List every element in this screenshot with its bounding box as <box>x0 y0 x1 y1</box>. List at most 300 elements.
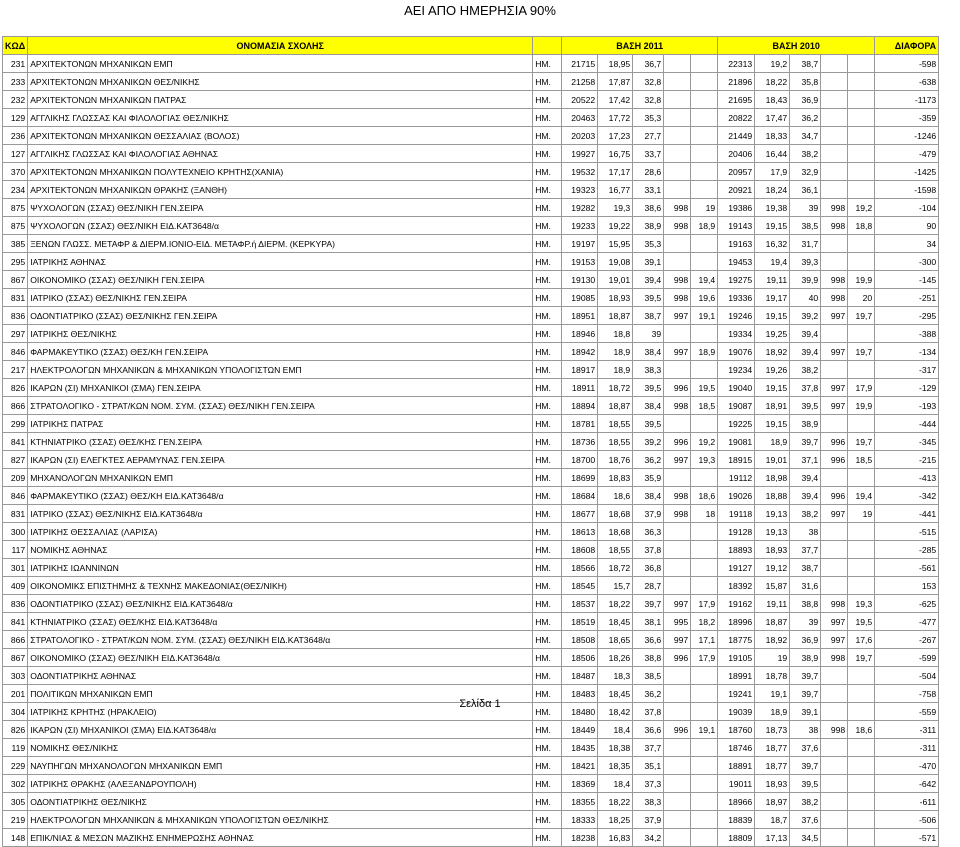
cell-ref-score-2010: 19,7 <box>848 433 875 451</box>
cell-base-2011: 18613 <box>562 523 598 541</box>
cell-school-name: ΣΤΡΑΤΟΛΟΓΙΚΟ - ΣΤΡΑΤ/ΚΩΝ ΝΟΜ. ΣΥΜ. (ΣΣΑΣ) ΘΕΣ/ΝΙΚΗ ΓΕΝ.ΣΕΙΡΑ <box>28 397 533 415</box>
cell-ref-score-2011 <box>691 469 718 487</box>
cell-difference: -285 <box>875 541 939 559</box>
cell-ref-2010: 998 <box>821 289 848 307</box>
table-row <box>3 289 939 307</box>
cell-ref-2011: 997 <box>664 343 691 361</box>
cell-ref-score-2011 <box>691 361 718 379</box>
cell-total-2011: 38,3 <box>633 793 664 811</box>
cell-ref-score-2010: 19,7 <box>848 649 875 667</box>
cell-total-2010: 39,4 <box>790 487 821 505</box>
cell-school-name: ΙΑΤΡΙΚΗΣ ΘΕΣ/ΝΙΚΗΣ <box>28 325 533 343</box>
cell-ref-2011: 996 <box>664 433 691 451</box>
cell-ref-score-2010 <box>848 577 875 595</box>
cell-difference: -515 <box>875 523 939 541</box>
cell-total-2010: 38,2 <box>790 505 821 523</box>
cell-school-name: ΦΑΡΜΑΚΕΥΤΙΚΟ (ΣΣΑΣ) ΘΕΣ/ΚΗ ΕΙΔ.ΚΑΤ3648/α <box>28 487 533 505</box>
cell-code: 841 <box>3 433 28 451</box>
cell-ref-2011 <box>664 415 691 433</box>
cell-score-2010: 18,97 <box>755 793 790 811</box>
cell-score-2010: 19,13 <box>755 505 790 523</box>
cell-code: 875 <box>3 217 28 235</box>
cell-total-2010: 38,9 <box>790 649 821 667</box>
table-row <box>3 739 939 757</box>
cell-difference: -359 <box>875 109 939 127</box>
cell-ref-score-2010 <box>848 739 875 757</box>
cell-base-2010: 19386 <box>718 199 755 217</box>
header-difference: ΔΙΑΦΟΡΑ <box>875 37 939 55</box>
cell-type: ΗΜ. <box>533 703 562 721</box>
cell-score-2010: 18,9 <box>755 433 790 451</box>
cell-score-2011: 18,9 <box>598 361 633 379</box>
cell-ref-score-2010: 17,6 <box>848 631 875 649</box>
cell-code: 236 <box>3 127 28 145</box>
cell-code: 866 <box>3 397 28 415</box>
cell-type: ΗΜ. <box>533 595 562 613</box>
cell-ref-score-2011 <box>691 667 718 685</box>
cell-score-2010: 19,11 <box>755 271 790 289</box>
cell-difference: -413 <box>875 469 939 487</box>
cell-score-2011: 18,9 <box>598 343 633 361</box>
cell-score-2011: 18,93 <box>598 289 633 307</box>
cell-total-2011: 39,4 <box>633 271 664 289</box>
cell-ref-score-2011 <box>691 811 718 829</box>
cell-score-2010: 18,22 <box>755 73 790 91</box>
cell-difference: -625 <box>875 595 939 613</box>
cell-base-2010: 19127 <box>718 559 755 577</box>
cell-ref-2011: 998 <box>664 271 691 289</box>
cell-total-2011: 37,7 <box>633 739 664 757</box>
cell-ref-2010 <box>821 757 848 775</box>
cell-base-2011: 19282 <box>562 199 598 217</box>
cell-total-2010: 38,2 <box>790 145 821 163</box>
cell-ref-score-2011 <box>691 325 718 343</box>
cell-score-2011: 17,17 <box>598 163 633 181</box>
cell-code: 831 <box>3 505 28 523</box>
cell-type: ΗΜ. <box>533 361 562 379</box>
cell-difference: -1246 <box>875 127 939 145</box>
cell-school-name: ΝΟΜΙΚΗΣ ΑΘΗΝΑΣ <box>28 541 533 559</box>
cell-ref-score-2010 <box>848 73 875 91</box>
table-row <box>3 73 939 91</box>
cell-difference: -479 <box>875 145 939 163</box>
cell-ref-score-2011: 19,5 <box>691 379 718 397</box>
cell-total-2011: 37,8 <box>633 541 664 559</box>
cell-code: 875 <box>3 199 28 217</box>
cell-difference: -311 <box>875 739 939 757</box>
table-row <box>3 271 939 289</box>
cell-score-2011: 18,42 <box>598 703 633 721</box>
cell-total-2010: 39,7 <box>790 433 821 451</box>
cell-ref-2010: 998 <box>821 649 848 667</box>
cell-type: ΗΜ. <box>533 541 562 559</box>
cell-ref-2011 <box>664 811 691 829</box>
cell-difference: -134 <box>875 343 939 361</box>
table-row <box>3 163 939 181</box>
table-row <box>3 325 939 343</box>
cell-school-name: ΙΑΤΡΙΚΗΣ ΠΑΤΡΑΣ <box>28 415 533 433</box>
table-row <box>3 379 939 397</box>
cell-ref-score-2011 <box>691 541 718 559</box>
cell-total-2010: 39,7 <box>790 757 821 775</box>
cell-ref-score-2010 <box>848 145 875 163</box>
cell-total-2010: 39,9 <box>790 271 821 289</box>
cell-school-name: ΙΑΤΡΙΚΗΣ ΘΕΣΣΑΛΙΑΣ (ΛΑΡΙΣΑ) <box>28 523 533 541</box>
cell-total-2011: 35,3 <box>633 235 664 253</box>
cell-ref-score-2011 <box>691 109 718 127</box>
cell-score-2010: 18,73 <box>755 721 790 739</box>
cell-total-2010: 39,1 <box>790 703 821 721</box>
cell-ref-score-2010: 20 <box>848 289 875 307</box>
cell-score-2010: 19,38 <box>755 199 790 217</box>
cell-ref-2011 <box>664 469 691 487</box>
cell-total-2011: 36,8 <box>633 559 664 577</box>
cell-school-name: ΑΡΧΙΤΕΚΤΟΝΩΝ ΜΗΧΑΝΙΚΩΝ ΘΕΣΣΑΛΙΑΣ (ΒΟΛΟΣ) <box>28 127 533 145</box>
cell-code: 866 <box>3 631 28 649</box>
cell-code: 846 <box>3 343 28 361</box>
cell-ref-2011 <box>664 775 691 793</box>
cell-difference: -342 <box>875 487 939 505</box>
table-row <box>3 613 939 631</box>
cell-base-2011: 18911 <box>562 379 598 397</box>
cell-ref-score-2011: 19,1 <box>691 721 718 739</box>
cell-difference: -477 <box>875 613 939 631</box>
cell-score-2011: 18,55 <box>598 433 633 451</box>
cell-code: 299 <box>3 415 28 433</box>
cell-total-2011: 38,1 <box>633 613 664 631</box>
cell-ref-2010: 996 <box>821 451 848 469</box>
cell-base-2010: 19162 <box>718 595 755 613</box>
cell-ref-2011: 997 <box>664 307 691 325</box>
cell-difference: -104 <box>875 199 939 217</box>
cell-type: ΗΜ. <box>533 145 562 163</box>
cell-ref-score-2010 <box>848 361 875 379</box>
cell-base-2011: 18545 <box>562 577 598 595</box>
cell-type: ΗΜ. <box>533 451 562 469</box>
cell-difference: -599 <box>875 649 939 667</box>
cell-score-2011: 19,08 <box>598 253 633 271</box>
cell-base-2010: 21695 <box>718 91 755 109</box>
cell-score-2011: 17,42 <box>598 91 633 109</box>
table-row <box>3 127 939 145</box>
cell-type: ΗΜ. <box>533 91 562 109</box>
table-row <box>3 523 939 541</box>
cell-difference: -638 <box>875 73 939 91</box>
cell-score-2011: 19,01 <box>598 271 633 289</box>
cell-school-name: ΑΡΧΙΤΕΚΤΟΝΩΝ ΜΗΧΑΝΙΚΩΝ ΘΕΣ/ΝΙΚΗΣ <box>28 73 533 91</box>
cell-code: 826 <box>3 379 28 397</box>
cell-ref-2010 <box>821 469 848 487</box>
cell-ref-2010: 998 <box>821 271 848 289</box>
table-row <box>3 775 939 793</box>
cell-total-2010: 39,4 <box>790 343 821 361</box>
cell-difference: -571 <box>875 829 939 847</box>
cell-ref-2011 <box>664 739 691 757</box>
header-row <box>3 37 939 55</box>
cell-score-2010: 17,13 <box>755 829 790 847</box>
cell-ref-score-2010: 18,5 <box>848 451 875 469</box>
table-row <box>3 55 939 73</box>
cell-ref-2011: 997 <box>664 451 691 469</box>
cell-type: ΗΜ. <box>533 793 562 811</box>
table-row <box>3 91 939 109</box>
cell-school-name: ΙΑΤΡΙΚΟ (ΣΣΑΣ) ΘΕΣ/ΝΙΚΗΣ ΕΙΔ.ΚΑΤ3648/α <box>28 505 533 523</box>
cell-base-2011: 18951 <box>562 307 598 325</box>
cell-ref-score-2010 <box>848 811 875 829</box>
cell-total-2011: 28,6 <box>633 163 664 181</box>
cell-ref-score-2011 <box>691 775 718 793</box>
cell-base-2011: 18736 <box>562 433 598 451</box>
cell-total-2011: 36,7 <box>633 55 664 73</box>
cell-ref-2010 <box>821 793 848 811</box>
cell-ref-score-2010 <box>848 469 875 487</box>
table-row <box>3 343 939 361</box>
cell-score-2010: 17,47 <box>755 109 790 127</box>
cell-ref-score-2010 <box>848 775 875 793</box>
cell-total-2010: 39,5 <box>790 397 821 415</box>
table-row <box>3 487 939 505</box>
cell-code: 831 <box>3 289 28 307</box>
cell-score-2010: 18,24 <box>755 181 790 199</box>
cell-code: 297 <box>3 325 28 343</box>
cell-base-2011: 18421 <box>562 757 598 775</box>
cell-ref-score-2011: 18,9 <box>691 217 718 235</box>
cell-ref-2011 <box>664 163 691 181</box>
cell-difference: -345 <box>875 433 939 451</box>
cell-ref-2011 <box>664 73 691 91</box>
cell-ref-score-2011: 19,6 <box>691 289 718 307</box>
cell-code: 129 <box>3 109 28 127</box>
table-row <box>3 667 939 685</box>
cell-school-name: ΠΟΛΙΤΙΚΩΝ ΜΗΧΑΝΙΚΩΝ ΕΜΠ <box>28 685 533 703</box>
cell-school-name: ΟΙΚΟΝΟΜΙΚΟ (ΣΣΑΣ) ΘΕΣ/ΝΙΚΗ ΕΙΔ.ΚΑΤ3648/α <box>28 649 533 667</box>
cell-score-2011: 18,68 <box>598 523 633 541</box>
cell-ref-2010 <box>821 325 848 343</box>
cell-base-2011: 18917 <box>562 361 598 379</box>
cell-ref-2010: 998 <box>821 721 848 739</box>
cell-type: ΗΜ. <box>533 811 562 829</box>
cell-score-2011: 18,72 <box>598 559 633 577</box>
cell-base-2011: 18608 <box>562 541 598 559</box>
cell-type: ΗΜ. <box>533 631 562 649</box>
cell-base-2010: 18760 <box>718 721 755 739</box>
cell-total-2011: 34,2 <box>633 829 664 847</box>
cell-ref-score-2010: 19,5 <box>848 613 875 631</box>
cell-base-2011: 21258 <box>562 73 598 91</box>
cell-score-2010: 19,15 <box>755 415 790 433</box>
cell-school-name: ΚΤΗΝΙΑΤΡΙΚΟ (ΣΣΑΣ) ΘΕΣ/ΚΗΣ ΕΙΔ.ΚΑΤ3648/α <box>28 613 533 631</box>
table-row <box>3 235 939 253</box>
cell-ref-2010 <box>821 775 848 793</box>
cell-score-2011: 17,72 <box>598 109 633 127</box>
cell-difference: -611 <box>875 793 939 811</box>
cell-type: ΗΜ. <box>533 505 562 523</box>
table-row <box>3 595 939 613</box>
cell-ref-2010: 997 <box>821 379 848 397</box>
cell-total-2010: 36,1 <box>790 181 821 199</box>
cell-ref-score-2010: 19 <box>848 505 875 523</box>
cell-type: ΗΜ. <box>533 487 562 505</box>
cell-type: ΗΜ. <box>533 217 562 235</box>
cell-score-2010: 17,9 <box>755 163 790 181</box>
cell-base-2011: 18781 <box>562 415 598 433</box>
cell-type: ΗΜ. <box>533 577 562 595</box>
cell-ref-2011 <box>664 127 691 145</box>
cell-difference: -129 <box>875 379 939 397</box>
cell-total-2010: 37,7 <box>790 541 821 559</box>
cell-ref-score-2010 <box>848 235 875 253</box>
cell-base-2011: 18355 <box>562 793 598 811</box>
cell-ref-2011 <box>664 55 691 73</box>
cell-base-2011: 18480 <box>562 703 598 721</box>
cell-difference: -506 <box>875 811 939 829</box>
table-row <box>3 145 939 163</box>
cell-ref-score-2011 <box>691 523 718 541</box>
cell-ref-2010 <box>821 163 848 181</box>
cell-total-2011: 37,9 <box>633 811 664 829</box>
cell-total-2010: 39,4 <box>790 325 821 343</box>
table-row <box>3 811 939 829</box>
cell-total-2010: 38,2 <box>790 793 821 811</box>
cell-base-2011: 18487 <box>562 667 598 685</box>
cell-total-2011: 38,9 <box>633 217 664 235</box>
cell-ref-score-2011: 19,1 <box>691 307 718 325</box>
cell-base-2011: 19323 <box>562 181 598 199</box>
cell-base-2010: 19334 <box>718 325 755 343</box>
cell-total-2010: 31,7 <box>790 235 821 253</box>
cell-code: 301 <box>3 559 28 577</box>
cell-total-2011: 39 <box>633 325 664 343</box>
cell-score-2011: 18,55 <box>598 415 633 433</box>
cell-code: 385 <box>3 235 28 253</box>
cell-base-2010: 19225 <box>718 415 755 433</box>
cell-total-2010: 39,2 <box>790 307 821 325</box>
cell-ref-score-2010 <box>848 415 875 433</box>
cell-total-2010: 40 <box>790 289 821 307</box>
cell-ref-score-2010 <box>848 127 875 145</box>
cell-school-name: ΑΡΧΙΤΕΚΤΟΝΩΝ ΜΗΧΑΝΙΚΩΝ ΠΑΤΡΑΣ <box>28 91 533 109</box>
cell-difference: -251 <box>875 289 939 307</box>
cell-code: 409 <box>3 577 28 595</box>
cell-code: 201 <box>3 685 28 703</box>
cell-ref-2010 <box>821 55 848 73</box>
cell-ref-score-2010: 19,7 <box>848 307 875 325</box>
cell-ref-score-2010: 17,9 <box>848 379 875 397</box>
cell-base-2010: 19336 <box>718 289 755 307</box>
cell-ref-2011 <box>664 235 691 253</box>
cell-code: 148 <box>3 829 28 847</box>
cell-type: ΗΜ. <box>533 271 562 289</box>
cell-code: 836 <box>3 307 28 325</box>
cell-base-2010: 20406 <box>718 145 755 163</box>
cell-total-2010: 38,9 <box>790 415 821 433</box>
cell-ref-2010 <box>821 829 848 847</box>
cell-score-2010: 19,13 <box>755 523 790 541</box>
table-row <box>3 793 939 811</box>
cell-base-2010: 19105 <box>718 649 755 667</box>
cell-score-2010: 18,33 <box>755 127 790 145</box>
cell-code: 302 <box>3 775 28 793</box>
cell-score-2011: 18,55 <box>598 541 633 559</box>
cell-total-2010: 39 <box>790 613 821 631</box>
cell-score-2010: 19,25 <box>755 325 790 343</box>
cell-ref-2011 <box>664 181 691 199</box>
cell-ref-2011 <box>664 523 691 541</box>
cell-school-name: ΚΤΗΝΙΑΤΡΙΚΟ (ΣΣΑΣ) ΘΕΣ/ΚΗΣ ΓΕΝ.ΣΕΙΡΑ <box>28 433 533 451</box>
cell-difference: 90 <box>875 217 939 235</box>
cell-ref-2011: 996 <box>664 721 691 739</box>
cell-ref-score-2011: 17,9 <box>691 649 718 667</box>
cell-code: 303 <box>3 667 28 685</box>
cell-score-2010: 19,15 <box>755 217 790 235</box>
cell-base-2010: 18893 <box>718 541 755 559</box>
cell-ref-2011 <box>664 361 691 379</box>
cell-code: 231 <box>3 55 28 73</box>
cell-ref-2011 <box>664 757 691 775</box>
cell-base-2011: 18894 <box>562 397 598 415</box>
cell-base-2011: 19197 <box>562 235 598 253</box>
cell-school-name: ΙΑΤΡΙΚΗΣ ΚΡΗΤΗΣ (ΗΡΑΚΛΕΙΟ) <box>28 703 533 721</box>
cell-ref-score-2010: 19,3 <box>848 595 875 613</box>
cell-school-name: ΑΡΧΙΤΕΚΤΟΝΩΝ ΜΗΧΑΝΙΚΩΝ ΕΜΠ <box>28 55 533 73</box>
table-row <box>3 757 939 775</box>
cell-school-name: ΗΛΕΚΤΡΟΛΟΓΩΝ ΜΗΧΑΝΙΚΩΝ & ΜΗΧΑΝΙΚΩΝ ΥΠΟΛΟΓΙΣΤΩΝ ΘΕΣ/ΝΙΚΗΣ <box>28 811 533 829</box>
cell-ref-2010 <box>821 181 848 199</box>
cell-total-2011: 32,8 <box>633 91 664 109</box>
cell-ref-score-2011: 18,2 <box>691 613 718 631</box>
table-row <box>3 199 939 217</box>
cell-ref-2011 <box>664 109 691 127</box>
cell-base-2010: 18839 <box>718 811 755 829</box>
cell-total-2011: 27,7 <box>633 127 664 145</box>
cell-type: ΗΜ. <box>533 109 562 127</box>
cell-ref-score-2011: 19 <box>691 199 718 217</box>
cell-total-2010: 38,5 <box>790 217 821 235</box>
cell-base-2010: 18809 <box>718 829 755 847</box>
cell-total-2010: 36,2 <box>790 109 821 127</box>
cell-ref-score-2011: 19,2 <box>691 433 718 451</box>
cell-total-2011: 37,8 <box>633 703 664 721</box>
cell-school-name: ΟΔΟΝΤΙΑΤΡΙΚΗΣ ΘΕΣ/ΝΙΚΗΣ <box>28 793 533 811</box>
cell-total-2011: 36,6 <box>633 721 664 739</box>
cell-total-2011: 36,2 <box>633 685 664 703</box>
cell-ref-score-2010 <box>848 325 875 343</box>
table-row <box>3 577 939 595</box>
cell-code: 119 <box>3 739 28 757</box>
cell-code: 846 <box>3 487 28 505</box>
cell-base-2010: 19026 <box>718 487 755 505</box>
cell-ref-score-2011: 17,9 <box>691 595 718 613</box>
cell-total-2011: 35,3 <box>633 109 664 127</box>
table-row <box>3 433 939 451</box>
cell-ref-2010 <box>821 145 848 163</box>
cell-score-2010: 15,87 <box>755 577 790 595</box>
cell-ref-score-2011 <box>691 91 718 109</box>
cell-score-2010: 18,77 <box>755 757 790 775</box>
cell-difference: -598 <box>875 55 939 73</box>
header-school-name: ΟΝΟΜΑΣΙΑ ΣΧΟΛΗΣ <box>28 37 533 55</box>
cell-ref-score-2010 <box>848 559 875 577</box>
table-row <box>3 109 939 127</box>
cell-difference: -193 <box>875 397 939 415</box>
cell-type: ΗΜ. <box>533 343 562 361</box>
cell-base-2011: 18684 <box>562 487 598 505</box>
cell-total-2011: 33,7 <box>633 145 664 163</box>
cell-school-name: ΕΠΙΚ/ΝΙΑΣ & ΜΕΣΩΝ ΜΑΖΙΚΗΣ ΕΝΗΜΕΡΩΣΗΣ ΑΘΗΝΑΣ <box>28 829 533 847</box>
cell-ref-2010: 997 <box>821 505 848 523</box>
cell-total-2010: 31,6 <box>790 577 821 595</box>
cell-code: 127 <box>3 145 28 163</box>
